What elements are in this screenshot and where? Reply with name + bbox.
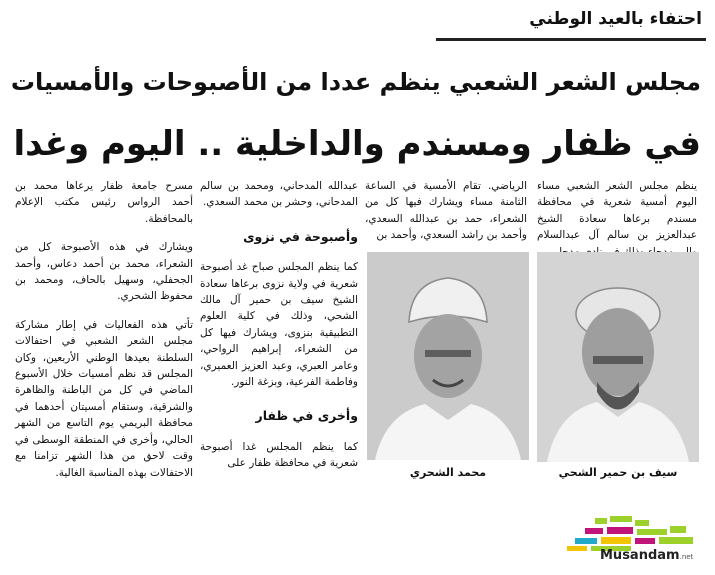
watermark-suffix: .net: [679, 553, 694, 561]
column-3-text-c: كما ينظم المجلس غدا أصبوحة شعرية في محافظة ظفار على: [200, 440, 358, 470]
column-4-text-a: مسرح جامعة ظفار يرعاها محمد بن أحمد الرواس رئيس مكتب الإعلام بالمحافظة.: [15, 180, 193, 225]
column-3-text-b: كما ينظم المجلس صباح غد أصبوحة شعرية في ولاية نزوى برعاها سعادة الشيخ سيف بن حمير آل مالك الشحي، وذلك في كلية العلوم التطبيقية بنزوى، ويشارك فيها كل من الشعراء، إبراهيم الرواحي، وعامر العبري، وعبد العزيز العميري، وفاطمة الفرعية، وبزغة النور.: [200, 261, 358, 389]
headline-line-2: في ظفار ومسندم والداخلية .. اليوم وغدا: [13, 124, 701, 164]
watermark-name: Musandam: [600, 548, 680, 563]
article-column-4: [15, 178, 193, 498]
watermark-text: [600, 548, 693, 563]
column-1-text: ينظم مجلس الشعر الشعبي مساء اليوم أمسية شعرية في محافظة مسندم برعاها سعادة الشيخ عبدالعزيز بن سالم آل عبدالسلام: [537, 180, 697, 242]
article-column-3: [200, 178, 358, 476]
column-4-text-b: ويشارك في هذه الأصبوحة كل من الشعراء، محمد بن أحمد دعاس، وأحمد الجحفلي، وسهيل بالحاف، ومحمد بن محفوظ الشحري.: [15, 241, 193, 303]
photo-1-caption: سيف بن حمير الشحي: [558, 466, 678, 479]
portrait-photo-2: [367, 252, 529, 460]
subheading-dhofar: وأخرى في ظفار: [255, 408, 358, 424]
subheading-nizwa: وأصبوحة في نزوى: [243, 228, 358, 244]
headline-line-1: مجلس الشعر الشعبي ينظم عددا من الأصبوحات والأمسيات: [10, 68, 701, 96]
portrait-photo-1: [537, 252, 699, 462]
portrait-photo-icon: [537, 252, 699, 462]
article-column-2: [365, 178, 527, 250]
photo-2-caption: محمد الشحري: [409, 466, 487, 479]
section-title: احتفاء بالعيد الوطني: [529, 9, 702, 29]
section-divider: [436, 38, 706, 41]
column-4-text-c: تأتي هذه الفعاليات في إطار مشاركة مجلس الشعر الشعبي في احتفالات السلطنة بعيدها الوطني الأربعين، وكان المجلس قد نظم أمسيات خلال الأسبوع الماضي في كل من الباطنة والظاهرة والشرقية، وستقام أمسيتان أحدهما في محافظة البريمي يوم التاسع من الشهر الحالي، وأخرى في المنطقة الوسطى في وقت لاحق من هذا الشهر تزامنا مع الاحتفالات بهذه المناسبة الغالية.: [15, 318, 193, 479]
column-2-text: الرياضي. تقام الأمسية في الساعة الثامنة مساء ويشارك فيها كل من الشعراء، حمد بن عبدالله السعدي، وأحمد بن راشد السعدي، وأحمد بن: [365, 180, 527, 242]
column-3-text-a: عبدالله المدحاني، ومحمد بن سالم المدحاني، وحشر بن محمد السعدي.: [200, 180, 358, 209]
portrait-photo-icon: [367, 252, 529, 460]
article-column-1: [537, 178, 697, 250]
